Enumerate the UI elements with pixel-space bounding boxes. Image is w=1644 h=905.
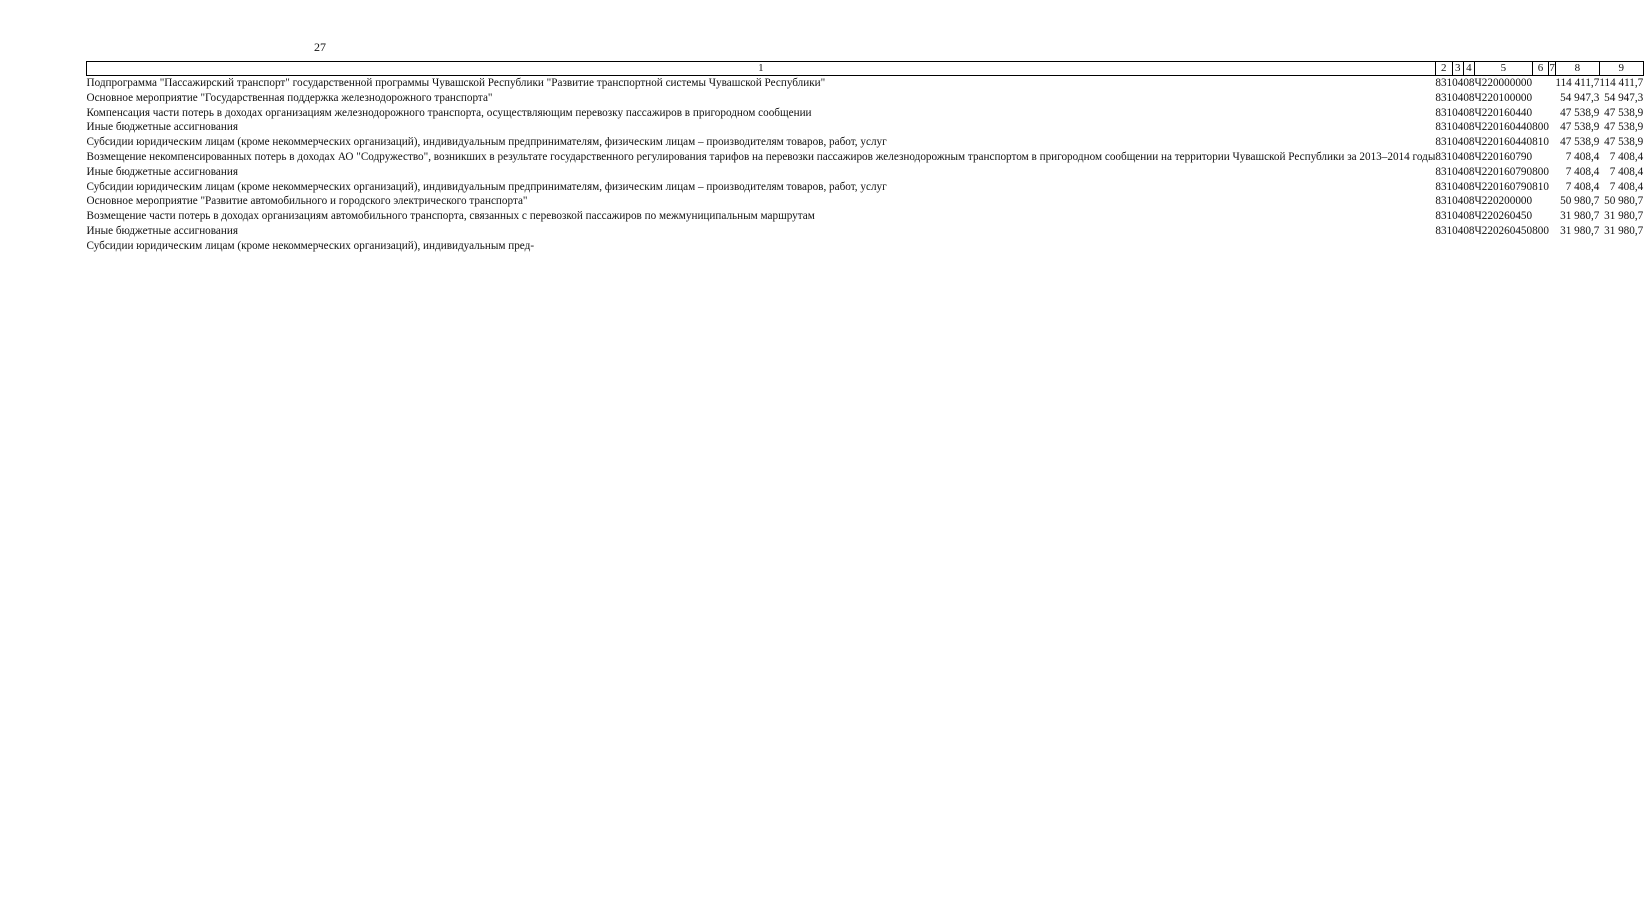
- row-value-cell: [1532, 194, 1549, 209]
- row-value-cell: 810: [1532, 136, 1549, 149]
- table-row: [87, 120, 1644, 135]
- row-value-cell: 31 980,7: [1604, 210, 1644, 223]
- row-value-cell: 831: [1435, 165, 1453, 178]
- row-value-cell: 831: [1435, 91, 1453, 104]
- table-row: [87, 76, 1644, 91]
- row-value-cell: [1532, 150, 1549, 165]
- row-name-text: Подпрограмма "Пассажирский транспорт" государственной программы Чувашской Республики "Развитие транспортной системы Чувашской Республики": [86, 77, 826, 89]
- row-value-cell: Ч220100000: [1474, 91, 1533, 104]
- row-name-cell: [87, 91, 1436, 106]
- row-name-cell: [87, 194, 1436, 209]
- row-name-text: Иные бюджетные ассигнования: [86, 121, 238, 134]
- row-value-cell: [1532, 76, 1549, 91]
- row-value-cell: [1463, 239, 1474, 254]
- row-value-cell: 08: [1463, 91, 1475, 104]
- row-value-cell: 04: [1452, 77, 1464, 89]
- row-value-cell: 50 980,7: [1560, 195, 1600, 208]
- row-value-cell: 04: [1452, 106, 1464, 119]
- row-name-cell: [87, 224, 1436, 239]
- row-value-cell: 831: [1435, 136, 1453, 149]
- table-row: [87, 194, 1644, 209]
- row-value-cell: Ч220160440: [1474, 136, 1533, 149]
- row-value-cell: 831: [1435, 195, 1453, 208]
- row-value-cell: Ч220160790: [1474, 165, 1533, 178]
- row-name-text: Возмещение части потерь в доходах организациям автомобильного транспорта, связанных с перевозкой пассажиров по межмуниципальным маршрутам: [86, 210, 815, 223]
- row-value-cell: 800: [1532, 224, 1549, 237]
- row-value-cell: 47 538,9: [1604, 136, 1644, 149]
- row-value-cell: 7 408,4: [1609, 180, 1644, 193]
- row-value-cell: 08: [1463, 210, 1475, 223]
- row-value-cell: [1599, 239, 1643, 254]
- row-value-cell: [1532, 91, 1549, 106]
- row-name-text: Компенсация части потерь в доходах организациям железнодорожного транспорта, осуществляющим перевозку пассажиров в пригородном сообщении: [86, 106, 812, 119]
- header-cell: 2: [1435, 62, 1452, 76]
- row-value-cell: Ч220260450: [1474, 224, 1533, 237]
- header-cell: 5: [1475, 62, 1533, 76]
- row-value-cell: 831: [1435, 106, 1453, 119]
- row-value-cell: 08: [1463, 150, 1475, 163]
- table-row: [87, 135, 1644, 150]
- row-name-cell: [87, 120, 1436, 135]
- row-value-cell: 7 408,4: [1565, 180, 1600, 193]
- row-value-cell: [1532, 209, 1549, 224]
- row-name-text: Иные бюджетные ассигнования: [86, 224, 238, 237]
- row-name-cell: [87, 150, 1436, 165]
- row-value-cell: 831: [1435, 150, 1453, 163]
- row-value-cell: 831: [1435, 224, 1453, 237]
- row-value-cell: [1475, 239, 1533, 254]
- row-value-cell: [1532, 106, 1549, 121]
- row-value-cell: 04: [1452, 121, 1464, 134]
- row-value-cell: 47 538,9: [1560, 121, 1600, 134]
- row-value-cell: 810: [1532, 180, 1549, 193]
- row-value-cell: 800: [1532, 165, 1549, 178]
- row-value-cell: [1452, 239, 1463, 254]
- row-value-cell: 31 980,7: [1560, 224, 1600, 237]
- row-value-cell: 54 947,3: [1560, 91, 1600, 104]
- row-name-text: Возмещение некомпенсированных потерь в доходах АО "Содружество", возникших в результате государственного регулирования тарифов на перевозки пассажиров железнодорожным транспортом в пригородном сообщении на территории Чувашской Республики за 2013–2014 годы: [86, 150, 1436, 163]
- row-value-cell: 08: [1463, 165, 1475, 178]
- row-value-cell: 04: [1452, 195, 1464, 208]
- row-value-cell: 47 538,9: [1560, 106, 1600, 119]
- row-name-cell: [87, 209, 1436, 224]
- table-row: [87, 165, 1644, 180]
- header-cell: 3: [1452, 62, 1463, 76]
- table-row: [87, 209, 1644, 224]
- row-value-cell: Ч220000000: [1474, 77, 1533, 89]
- table-row: [87, 224, 1644, 239]
- row-value-cell: 831: [1435, 77, 1453, 89]
- header-row: [87, 62, 1644, 76]
- row-value-cell: 08: [1463, 136, 1475, 149]
- table-row: [87, 180, 1644, 195]
- row-name-text: Субсидии юридическим лицам (кроме некоммерческих организаций), индивидуальным предпринимателям, физическим лицам – производителям товаров, работ, услуг: [86, 180, 887, 193]
- budget-table: [86, 61, 1644, 254]
- row-value-cell: 7 408,4: [1565, 165, 1600, 178]
- row-value-cell: 08: [1463, 224, 1475, 237]
- row-value-cell: Ч220160790: [1474, 180, 1533, 193]
- row-value-cell: 800: [1532, 121, 1549, 134]
- row-value-cell: [1555, 239, 1599, 254]
- row-value-cell: 04: [1452, 180, 1464, 193]
- row-value-cell: 08: [1463, 180, 1475, 193]
- row-value-cell: 04: [1452, 165, 1464, 178]
- row-name-cell: [87, 106, 1436, 121]
- table-row: [87, 150, 1644, 165]
- row-value-cell: 31 980,7: [1604, 224, 1644, 237]
- header-cell: 8: [1555, 62, 1599, 76]
- row-value-cell: [1532, 239, 1549, 254]
- row-value-cell: 7 408,4: [1609, 165, 1644, 178]
- row-value-cell: 47 538,9: [1560, 136, 1600, 149]
- row-value-cell: 47 538,9: [1604, 106, 1644, 119]
- row-name-cell: [87, 239, 1436, 254]
- row-value-cell: 04: [1452, 136, 1464, 149]
- row-value-cell: 08: [1463, 121, 1475, 134]
- row-value-cell: 31 980,7: [1560, 210, 1600, 223]
- row-value-cell: 114 411,7: [1599, 77, 1644, 89]
- row-name-text: Субсидии юридическим лицам (кроме некоммерческих организаций), индивидуальным пред-: [86, 239, 535, 252]
- row-value-cell: 7 408,4: [1565, 150, 1600, 163]
- row-value-cell: 08: [1463, 106, 1475, 119]
- row-name-text: Субсидии юридическим лицам (кроме некоммерческих организаций), индивидуальным предпринимателям, физическим лицам – производителям товаров, работ, услуг: [86, 136, 887, 149]
- row-value-cell: 50 980,7: [1604, 195, 1644, 208]
- header-cell: 6: [1532, 62, 1549, 76]
- row-value-cell: 04: [1452, 224, 1464, 237]
- row-value-cell: 831: [1435, 121, 1453, 134]
- row-value-cell: 47 538,9: [1604, 121, 1644, 134]
- table-row: [87, 91, 1644, 106]
- row-value-cell: Ч220160440: [1474, 106, 1533, 119]
- row-value-cell: Ч220160790: [1474, 150, 1533, 163]
- row-value-cell: 831: [1435, 180, 1453, 193]
- row-value-cell: Ч220260450: [1474, 210, 1533, 223]
- row-name-cell: [87, 135, 1436, 150]
- row-value-cell: 54 947,3: [1604, 91, 1644, 104]
- row-value-cell: 08: [1463, 77, 1475, 89]
- row-value-cell: 04: [1452, 91, 1464, 104]
- row-name-cell: [87, 180, 1436, 195]
- row-value-cell: 7 408,4: [1609, 150, 1644, 163]
- row-value-cell: [1435, 239, 1452, 254]
- row-name-text: Основное мероприятие "Государственная поддержка железнодорожного транспорта": [86, 91, 493, 104]
- row-value-cell: 04: [1452, 210, 1464, 223]
- row-value-cell: Ч220160440: [1474, 121, 1533, 134]
- row-value-cell: 831: [1435, 210, 1453, 223]
- row-value-cell: 114 411,7: [1555, 77, 1600, 89]
- row-name-text: Иные бюджетные ассигнования: [86, 165, 238, 178]
- header-cell: 7: [1549, 62, 1555, 74]
- header-cell: 9: [1599, 62, 1643, 76]
- header-cell: 4: [1463, 62, 1474, 76]
- row-value-cell: Ч220200000: [1474, 195, 1533, 208]
- table-row: [87, 106, 1644, 121]
- row-name-cell: [87, 76, 1436, 91]
- row-name-text: Основное мероприятие "Развитие автомобильного и городского электрического транспорта": [86, 195, 528, 208]
- row-value-cell: 08: [1463, 195, 1475, 208]
- row-name-cell: [87, 165, 1436, 180]
- row-value-cell: 04: [1452, 150, 1464, 163]
- table-row: [87, 239, 1644, 254]
- header-cell: 1: [87, 62, 1436, 76]
- page-number: 27: [314, 40, 326, 54]
